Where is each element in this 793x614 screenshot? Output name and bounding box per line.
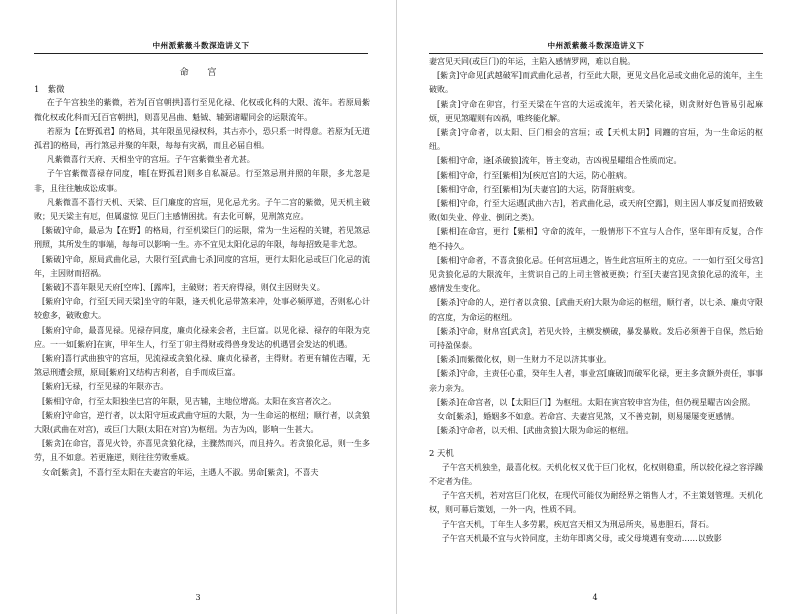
paragraph: 妻宫见天同(或巨门)的年运，主陷入感情罗网，难以自脱。 — [429, 57, 636, 66]
paragraph: [紫府]守命，最喜见禄。见禄存同度，廉贞化禄来会者，主巨富。以见化禄、禄存的年限为克应。一一如[紫府]在寅，甲年生人，行至丁卯主得财或得兽身发达的机遇冒会发达的机遇。 — [34, 325, 370, 349]
chapter-title: 命 宫 — [179, 68, 225, 78]
paragraph: 凡紫微喜行天府、天相坐守的宫垣。子午宫紫微坐者尤甚。 — [46, 155, 255, 165]
paragraph: 若原为【在野孤君】的格局，其年限虽见禄权科，其古亦小，恐只系一时得意。若原为[无道孤君]的格局，再行煞忌并聚的年限，每每有灾祸，而且必届自相。 — [34, 126, 370, 151]
paragraph: [紫府]守命，行至[天同天梁]坐守的年限，逢天机化忌带煞来冲，处事必频厚道，否则私心计较愈多，破败愈大。 — [34, 297, 370, 321]
page-number: 4 — [592, 593, 598, 602]
paragraph: [紫相]守命，逢[杀破狼]流年，皆主变动，吉凶视星曜组合性质而定。 — [437, 156, 682, 166]
paragraph: [紫相]守命，行至大运遇[武曲六吉]，若武曲化忌，或天府[空露]，则主因人事反复而招致破败(如失业、停业、倒闭之类)。 — [429, 199, 763, 223]
paragraph: [紫相]守命者，不喜贪狼化忌。任何宫垣遇之，皆生此宫垣所主的克应。一一如行至[父母宫]见贪狼化忌的大限流年，主赏识自己的上司主管被更换；行至[夫妻宫]见贪狼化忌的流年，主感情发生变化。 — [429, 255, 763, 294]
paragraph: 凡紫微喜不喜行天机、天梁、巨门廉度的宫垣，见化忌尤劣。子午二宫的紫微，见天机主破败；见天梁主有厄，但属虚惊 见巨门主感情困扰。有去化可解，见刑煞克应。 — [34, 197, 370, 222]
paragraph: 女命[紫贪]，不喜行至太阳在夫妻宫的年运，主遇人不淑。男命[紫贪]，不喜夫 — [42, 467, 319, 477]
section-heading: 2 天机 — [429, 448, 454, 459]
paragraph: [紫相]守命，行至[紫相]为[夫妻宫]的大运，防肾脏病变。 — [437, 184, 640, 194]
paragraph: [紫杀]而紫微化权，则一生财力不足以济其事业。 — [437, 355, 612, 365]
paragraph: 子午宫天机独坐，最喜化权。天机化权又优于巨门化权，化权则稳重，所以较化禄之容浮躁不定者为佳。 — [429, 462, 763, 486]
paragraph: [紫府]无禄，行至见禄的年限亦吉。 — [42, 382, 169, 392]
paragraph: 子午宫天机，若对宫巨门化权，在现代可能仅为耐经界之销售人才，不主策划管理。天机化权，则可幕后策划，一外一内，性质不同。 — [429, 491, 763, 515]
paragraph: [紫相]守命，行至太阳独坐巳宫的年限，见吉辅，主地位增高。太阳在亥宫者次之。 — [42, 396, 337, 406]
paragraph: [紫破]守命，原局武曲化忌，大限行至[武曲七杀]同度的宫垣，更行太阳化忌或巨门化忌的流年，主因财而招祸。 — [34, 254, 370, 278]
paragraph: [紫贪]守命者，以太阳、巨门相会的宫垣；或【天机太阴】同躔的宫垣，为一生命运的枢纽。 — [429, 128, 763, 152]
paragraph: [紫杀]守命，财帛宫[武贪]，若见火铃，主横发横破，暴发暴败。发后必须善于自保，然后始可持盈保泰。 — [429, 326, 763, 351]
paragraph: [紫贪]守命见[武越破军]而武曲化忌者，行至此大限，更见文昌化忌或文曲化忌的流年，主生破败。 — [429, 71, 763, 95]
paragraph: [紫杀]守命，主责任心重，癸年生人者，事业宫[廉破]而破军化禄，更主多贪额外责任，事事亲力亲为。 — [429, 369, 763, 393]
left-page — [0, 0, 396, 614]
right-page — [397, 0, 793, 614]
paragraph: [紫府]喜行武曲独守的宫垣，见流禄或贪狼化禄、廉贞化禄者，主得财。若更有辅佐吉曜，无煞忌刑遭会照，原局[紫府]又结构吉利者，自手而成巨富。 — [34, 354, 370, 378]
section-spacer — [429, 438, 763, 446]
paragraph: 子午宫天机，丁年生人多劳累，疾厄宫天相又为刑忌所夹，易患胆石，肾石。 — [441, 519, 714, 529]
paragraph: [紫破]不喜年限见天府[空库]、[露库]，主破财；若天府得禄，则仅主因财失义。 — [42, 283, 325, 293]
paragraph: [紫杀]在命宫者，以【太阳巨门】为枢纽。太阳在寅宫较申宫为佳，但仍视星曜吉凶会照。 — [437, 397, 756, 407]
paragraph: [紫贪]在命宫，喜见火铃，亦喜见贪狼化禄，主骤然而兴，而且持久。若贪狼化忌，则一生多劳，且不如意。若更施逆，则往往劳败垂威。 — [34, 439, 370, 463]
paragraph: 子午宫紫微喜禄存同度，唯[在野孤君]则多自私凝忌。行至煞忌刑并照的年限，多尤忽是非，且往往触成讼成事。 — [34, 169, 370, 193]
running-header: 中州派紫薇斗数深造讲义下 — [429, 40, 763, 54]
paragraph: [紫杀]守命者，以天相、[武曲贪狼]大限为命运的枢纽。 — [437, 426, 634, 436]
paragraph: 女命[紫杀]，婚姻多不如意。若命宫、夫妻宫见煞，又不善克制，则易屡屡变更感情。 — [437, 412, 740, 422]
running-header: 中州派紫薇斗数深造讲义下 — [34, 40, 368, 54]
paragraph: [紫相]守命，行至[紫相]为[疾厄宫]的大运，防心脏病。 — [437, 170, 632, 180]
paragraph: [紫杀]守命的人，逆行者以贪狼、[武曲天府]大限为命运的枢纽，顺行者，以七杀、廉贞守限的宫度，为命运的枢纽。 — [429, 298, 763, 322]
paragraph: 子午宫天机最不宜与火铃同度，主幼年即离父母，或父母境遇有变动……以致影 — [441, 533, 722, 543]
section-heading: 1 紫微 — [34, 84, 65, 95]
paragraph: [紫破]守命，最忌为【在野】的格局，行至机梁巨门的运限，常为一生运程的关键，若见煞忌刑照，其所发生的事端，每每可以影响一生。亦不宜见太阳化忌的年限，每每招致是非尤忽。 — [34, 226, 370, 250]
right-page-body — [429, 55, 763, 546]
paragraph: [紫贪]守命在卯宫，行至天梁在午宫的大运或流年，若天梁化禄，则贪财好色皆易引起麻烦，更见煞曜则有凶祸，唯终能化解。 — [429, 99, 763, 123]
paragraph: [紫府]守命宫，逆行者，以太阳守垣或武曲守垣的大限，为一生命运的枢纽；顺行者，以贪狼大限(武曲在对宫)，或巨门大限(太阳在对宫)为枢纽。为吉为凶，影响一生甚大。 — [34, 410, 370, 435]
paragraph: 在子午宫独坐的紫微，若为[百官朝拱]喜行至见化禄、化权或化科的大限、流年。若原局紫微化权或化科而无[百官朝拱]，则喜见昌曲、魁钺、辅弼诸曜同会的运限流年。 — [34, 98, 370, 122]
left-page-body — [34, 56, 370, 480]
page-number: 3 — [195, 593, 201, 602]
paragraph: [紫相]在命宫，更行【紫相】守命的流年，一般情形下不宜与人合作，坚年即有反复，合作绝不持久。 — [429, 227, 763, 251]
